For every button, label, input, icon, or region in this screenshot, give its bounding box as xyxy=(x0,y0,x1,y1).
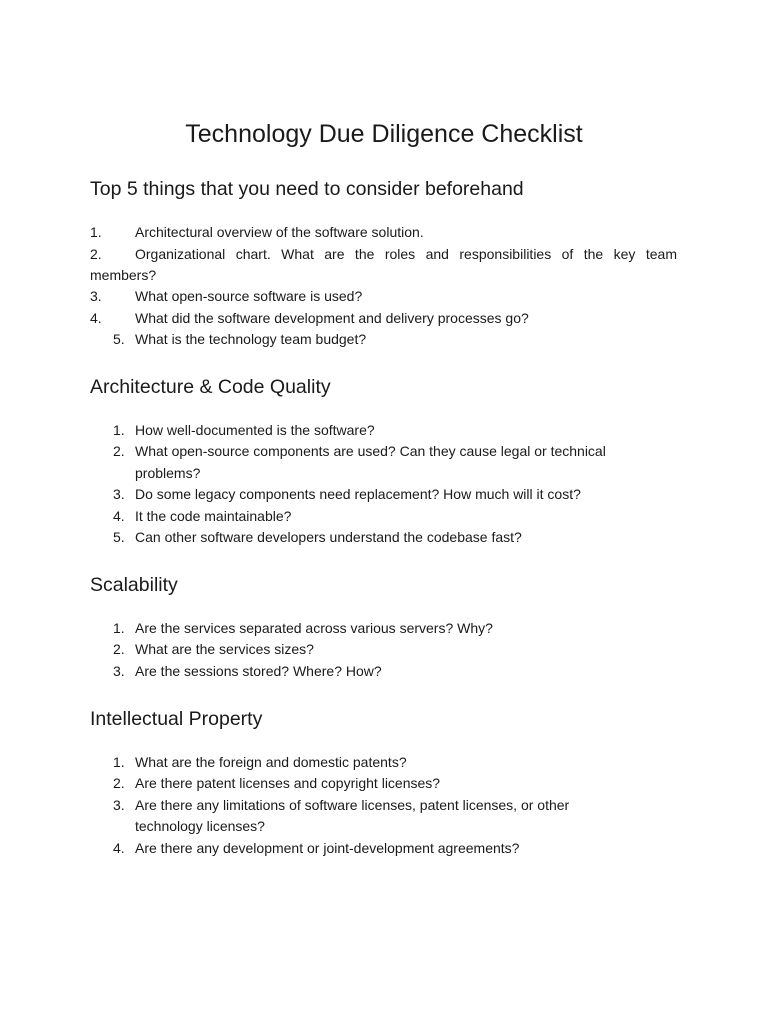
list-item-number: 2. xyxy=(113,443,125,459)
list-item-text: Are there any limitations of software licenses, patent licenses, or other xyxy=(135,797,570,813)
list-item-text: Architectural overview of the software solution. xyxy=(135,224,424,240)
list-item-number: 4. xyxy=(113,840,125,856)
list-item-text-continued: members? xyxy=(90,267,157,283)
list-item-number: 3. xyxy=(113,486,125,502)
list-item-text: What are the services sizes? xyxy=(135,641,314,657)
list-item-text: It the code maintainable? xyxy=(135,508,292,524)
list-item-number: 3. xyxy=(90,288,102,304)
list-item-text: What did the software development and delivery processes go? xyxy=(135,310,529,326)
list-item-text: What are the foreign and domestic patents? xyxy=(135,754,407,770)
list-item-text: Are the services separated across various servers? Why? xyxy=(135,620,493,636)
list-item-number: 1. xyxy=(113,422,125,438)
list-item-number: 1. xyxy=(90,224,102,240)
list-item-text: Are the sessions stored? Where? How? xyxy=(135,663,382,679)
list-item-number: 2. xyxy=(113,775,125,791)
section-heading-intellectual-property: Intellectual Property xyxy=(90,708,263,730)
list-item-number: 3. xyxy=(113,797,125,813)
list-item-text: What is the technology team budget? xyxy=(135,331,367,347)
list-item-number: 1. xyxy=(113,754,125,770)
list-item-number: 2. xyxy=(90,246,102,262)
list-item-number: 4. xyxy=(90,310,102,326)
section-heading-architecture: Architecture & Code Quality xyxy=(90,376,331,398)
list-item-text: Can other software developers understand the codebase fast? xyxy=(135,529,522,545)
list-item-number: 2. xyxy=(113,641,125,657)
list-item-number: 5. xyxy=(113,331,125,347)
list-item-number: 3. xyxy=(113,663,125,679)
list-item-text: Are there any development or joint-development agreements? xyxy=(135,840,520,856)
list-item-text: Are there patent licenses and copyright licenses? xyxy=(135,775,441,791)
list-item-text: How well-documented is the software? xyxy=(135,422,375,438)
section-heading-scalability: Scalability xyxy=(90,574,178,596)
list-item-text-continued: technology licenses? xyxy=(135,818,265,834)
document-title: Technology Due Diligence Checklist xyxy=(185,120,583,148)
list-item-text: What open-source software is used? xyxy=(135,288,363,304)
section-heading-top-5: Top 5 things that you need to consider beforehand xyxy=(90,178,524,200)
list-item-text-continued: problems? xyxy=(135,465,201,481)
list-item-text: Organizational chart. What are the roles and responsibilities of the key team xyxy=(135,246,677,262)
list-item-text: Do some legacy components need replacement? How much will it cost? xyxy=(135,486,581,502)
list-item-number: 5. xyxy=(113,529,125,545)
list-item-number: 1. xyxy=(113,620,125,636)
list-item-number: 4. xyxy=(113,508,125,524)
list-item-text: What open-source components are used? Can they cause legal or technical xyxy=(135,443,606,459)
